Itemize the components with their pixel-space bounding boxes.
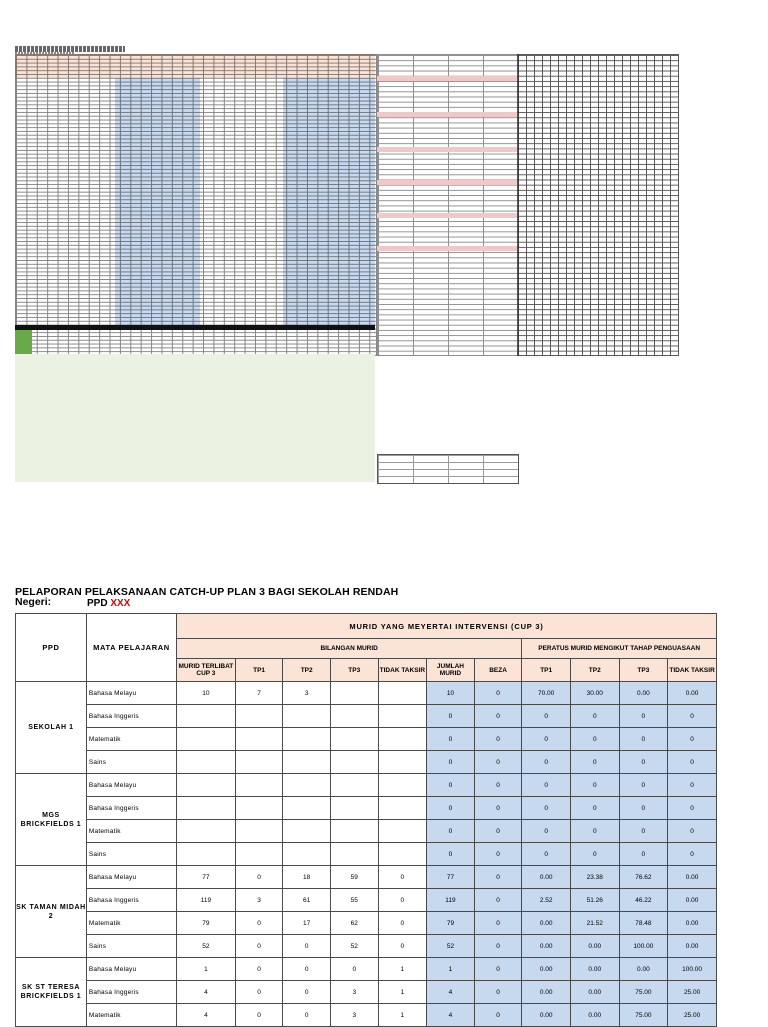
- beza-cell: 0: [474, 751, 522, 774]
- tidak-taksir-cell: [378, 820, 427, 843]
- peratus-tidak-taksir-cell: 0.00: [668, 682, 717, 705]
- subject-cell: Bahasa Melayu: [86, 866, 176, 889]
- tp3-cell: 62: [330, 912, 378, 935]
- peratus-tp3-cell: 0: [619, 774, 668, 797]
- peratus-tp2-cell: 0: [570, 774, 619, 797]
- peratus-tp3-cell: 46.22: [619, 889, 668, 912]
- header-group-intervensi: MURID YANG MEYERTAI INTERVENSI (CUP 3): [177, 614, 717, 639]
- peratus-tp2-cell: 0: [570, 751, 619, 774]
- peratus-tp2-cell: 0: [570, 797, 619, 820]
- subject-cell: Matematik: [86, 728, 176, 751]
- overview-comment-header: [377, 213, 517, 218]
- ppd-prefix: PPD: [87, 598, 108, 609]
- beza-cell: 0: [474, 935, 522, 958]
- peratus-tp3-cell: 0: [619, 728, 668, 751]
- tp1-cell: [235, 774, 283, 797]
- tp3-cell: [330, 797, 378, 820]
- tidak-taksir-cell: [378, 843, 427, 866]
- beza-cell: 0: [474, 866, 522, 889]
- table-row: [16, 912, 717, 935]
- subject-cell: Bahasa Inggeris: [86, 981, 176, 1004]
- murid-terlibat-cell: [177, 751, 236, 774]
- peratus-tp2-cell: 30.00: [570, 682, 619, 705]
- peratus-tp1-cell: 2.52: [522, 889, 571, 912]
- beza-cell: 0: [474, 820, 522, 843]
- murid-terlibat-cell: 52: [177, 935, 236, 958]
- peratus-tp1-cell: 0: [522, 751, 571, 774]
- overview-comment-grid: [377, 54, 519, 356]
- tp3-cell: [330, 774, 378, 797]
- tidak-taksir-cell: 1: [378, 1004, 427, 1027]
- tidak-taksir-cell: 0: [378, 889, 427, 912]
- jumlah-murid-cell: 4: [427, 981, 475, 1004]
- peratus-tp1-cell: 0.00: [522, 912, 571, 935]
- peratus-tp3-cell: 0: [619, 797, 668, 820]
- table-row: [16, 705, 717, 728]
- murid-terlibat-cell: [177, 728, 236, 751]
- tp2-cell: [283, 820, 331, 843]
- tp2-cell: [283, 751, 331, 774]
- tp2-cell: 18: [283, 866, 331, 889]
- tp3-cell: 52: [330, 935, 378, 958]
- tp3-cell: 3: [330, 981, 378, 1004]
- table-body: [16, 682, 717, 1027]
- peratus-tp1-cell: 0.00: [522, 1004, 571, 1027]
- header-peratus-tp2: TP2: [570, 659, 619, 682]
- beza-cell: 0: [474, 728, 522, 751]
- ppd-label: [87, 598, 130, 609]
- peratus-tp1-cell: 0: [522, 774, 571, 797]
- overview-left-grid: [15, 54, 377, 356]
- peratus-tp3-cell: 0: [619, 843, 668, 866]
- header-tp1: TP1: [235, 659, 283, 682]
- tp3-cell: 0: [330, 958, 378, 981]
- jumlah-murid-cell: 0: [427, 843, 475, 866]
- tp3-cell: 59: [330, 866, 378, 889]
- peratus-tidak-taksir-cell: 0: [668, 774, 717, 797]
- tp3-cell: [330, 820, 378, 843]
- tidak-taksir-cell: [378, 682, 427, 705]
- tp1-cell: 0: [235, 935, 283, 958]
- peratus-tp2-cell: 0.00: [570, 1004, 619, 1027]
- tp2-cell: [283, 728, 331, 751]
- tp1-cell: [235, 843, 283, 866]
- peratus-tp3-cell: 0: [619, 820, 668, 843]
- peratus-tp2-cell: 21.52: [570, 912, 619, 935]
- tp3-cell: [330, 843, 378, 866]
- overview-total-strip: [15, 325, 375, 330]
- tp2-cell: [283, 797, 331, 820]
- tp2-cell: [283, 843, 331, 866]
- tidak-taksir-cell: [378, 774, 427, 797]
- tidak-taksir-cell: 1: [378, 958, 427, 981]
- table-row: [16, 935, 717, 958]
- jumlah-murid-cell: 0: [427, 751, 475, 774]
- peratus-tp2-cell: 0.00: [570, 981, 619, 1004]
- jumlah-murid-cell: 119: [427, 889, 475, 912]
- murid-terlibat-cell: 77: [177, 866, 236, 889]
- peratus-tidak-taksir-cell: 0: [668, 797, 717, 820]
- murid-terlibat-cell: 1: [177, 958, 236, 981]
- tp1-cell: [235, 728, 283, 751]
- peratus-tp3-cell: 78.48: [619, 912, 668, 935]
- peratus-tp1-cell: 0: [522, 705, 571, 728]
- subject-cell: Bahasa Melayu: [86, 682, 176, 705]
- tp3-cell: [330, 705, 378, 728]
- header-peratus-tp3: TP3: [619, 659, 668, 682]
- table-row: [16, 682, 717, 705]
- tp2-cell: 3: [283, 682, 331, 705]
- overview-legend-grid: [378, 455, 518, 483]
- peratus-tidak-taksir-cell: 0: [668, 843, 717, 866]
- peratus-tp3-cell: 0.00: [619, 958, 668, 981]
- header-bilangan-murid: BILANGAN MURID: [177, 639, 522, 659]
- peratus-tp3-cell: 100.00: [619, 935, 668, 958]
- subject-cell: Sains: [86, 935, 176, 958]
- header-peratus-tidak-taksir: TIDAK TAKSIR: [668, 659, 717, 682]
- tp1-cell: 7: [235, 682, 283, 705]
- subject-cell: Bahasa Inggeris: [86, 889, 176, 912]
- overview-notes-box: [15, 354, 375, 482]
- tp3-cell: [330, 751, 378, 774]
- header-jumlah-murid: JUMLAH MURID: [427, 659, 475, 682]
- header-tp3: TP3: [330, 659, 378, 682]
- subject-cell: Sains: [86, 843, 176, 866]
- peratus-tidak-taksir-cell: 25.00: [668, 1004, 717, 1027]
- jumlah-murid-cell: 0: [427, 774, 475, 797]
- tp1-cell: 0: [235, 981, 283, 1004]
- header-murid-terlibat: MURID TERLIBAT CUP 3: [177, 659, 236, 682]
- jumlah-murid-cell: 0: [427, 797, 475, 820]
- header-peratus-tp1: TP1: [522, 659, 571, 682]
- peratus-tidak-taksir-cell: 0.00: [668, 866, 717, 889]
- tidak-taksir-cell: [378, 705, 427, 728]
- peratus-tidak-taksir-cell: 0: [668, 820, 717, 843]
- murid-terlibat-cell: [177, 843, 236, 866]
- jumlah-murid-cell: 4: [427, 1004, 475, 1027]
- overview-right-grid: [517, 54, 679, 356]
- header-tp2: TP2: [283, 659, 331, 682]
- header-beza: BEZA: [474, 659, 522, 682]
- jumlah-murid-cell: 77: [427, 866, 475, 889]
- murid-terlibat-cell: [177, 705, 236, 728]
- report-title: PELAPORAN PELAKSANAAN CATCH-UP PLAN 3 BAGI SEKOLAH RENDAH: [15, 586, 399, 598]
- table-row: [16, 774, 717, 797]
- peratus-tp1-cell: 0: [522, 843, 571, 866]
- peratus-tp2-cell: 23.38: [570, 866, 619, 889]
- header-tidak-taksir: TIDAK TAKSIR: [378, 659, 427, 682]
- overview-comment-header: [377, 112, 517, 117]
- tp1-cell: [235, 751, 283, 774]
- tp1-cell: [235, 820, 283, 843]
- overview-comment-header: [377, 246, 517, 251]
- beza-cell: 0: [474, 682, 522, 705]
- peratus-tidak-taksir-cell: 0.00: [668, 912, 717, 935]
- tp1-cell: 3: [235, 889, 283, 912]
- table-row: [16, 889, 717, 912]
- tp1-cell: 0: [235, 1004, 283, 1027]
- peratus-tp1-cell: 70.00: [522, 682, 571, 705]
- overview-legend-table: [377, 454, 519, 484]
- beza-cell: 0: [474, 797, 522, 820]
- table-row: [16, 981, 717, 1004]
- subject-cell: Matematik: [86, 820, 176, 843]
- jumlah-murid-cell: 79: [427, 912, 475, 935]
- murid-terlibat-cell: 119: [177, 889, 236, 912]
- ppd-value: XXX: [110, 598, 131, 609]
- tidak-taksir-cell: 0: [378, 866, 427, 889]
- peratus-tp1-cell: 0.00: [522, 981, 571, 1004]
- table-row: [16, 843, 717, 866]
- murid-terlibat-cell: 10: [177, 682, 236, 705]
- peratus-tidak-taksir-cell: 25.00: [668, 981, 717, 1004]
- tp2-cell: 61: [283, 889, 331, 912]
- murid-terlibat-cell: 79: [177, 912, 236, 935]
- table-row: [16, 866, 717, 889]
- tp1-cell: 0: [235, 958, 283, 981]
- cup3-report-table: [15, 613, 717, 1027]
- murid-terlibat-cell: [177, 820, 236, 843]
- beza-cell: 0: [474, 774, 522, 797]
- peratus-tp1-cell: 0.00: [522, 958, 571, 981]
- tp3-cell: 3: [330, 1004, 378, 1027]
- peratus-tp2-cell: 0: [570, 705, 619, 728]
- overview-comment-header: [377, 147, 517, 152]
- peratus-tp3-cell: 75.00: [619, 981, 668, 1004]
- peratus-tp2-cell: 51.26: [570, 889, 619, 912]
- table-row: [16, 728, 717, 751]
- overview-comment-header: [377, 180, 517, 185]
- peratus-tidak-taksir-cell: 100.00: [668, 958, 717, 981]
- murid-terlibat-cell: 4: [177, 981, 236, 1004]
- beza-cell: 0: [474, 912, 522, 935]
- peratus-tp3-cell: 0: [619, 705, 668, 728]
- peratus-tp1-cell: 0: [522, 728, 571, 751]
- ppd-school-name: SEKOLAH 1: [16, 682, 87, 774]
- peratus-tp3-cell: 0: [619, 751, 668, 774]
- tp2-cell: [283, 705, 331, 728]
- beza-cell: 0: [474, 889, 522, 912]
- murid-terlibat-cell: [177, 797, 236, 820]
- tp3-cell: 55: [330, 889, 378, 912]
- tp1-cell: 0: [235, 912, 283, 935]
- negeri-label: Negeri:: [15, 596, 52, 608]
- beza-cell: 0: [474, 705, 522, 728]
- peratus-tidak-taksir-cell: 0: [668, 751, 717, 774]
- peratus-tp1-cell: 0.00: [522, 866, 571, 889]
- header-ppd: PPD: [16, 614, 87, 682]
- murid-terlibat-cell: [177, 774, 236, 797]
- table-row: [16, 820, 717, 843]
- header-peratus-murid: PERATUS MURID MENGIKUT TAHAP PENGUASAAN: [522, 639, 717, 659]
- murid-terlibat-cell: 4: [177, 1004, 236, 1027]
- ppd-school-name: SK TAMAN MIDAH 2: [16, 866, 87, 958]
- peratus-tp2-cell: 0: [570, 843, 619, 866]
- peratus-tp1-cell: 0: [522, 797, 571, 820]
- overview-green-cell: [15, 330, 32, 354]
- tidak-taksir-cell: 1: [378, 981, 427, 1004]
- subject-cell: Bahasa Melayu: [86, 774, 176, 797]
- tp2-cell: 0: [283, 958, 331, 981]
- peratus-tp2-cell: 0.00: [570, 958, 619, 981]
- peratus-tidak-taksir-cell: 0.00: [668, 935, 717, 958]
- table-row: [16, 797, 717, 820]
- tidak-taksir-cell: [378, 797, 427, 820]
- peratus-tp3-cell: 0.00: [619, 682, 668, 705]
- table-row: [16, 1004, 717, 1027]
- table-row: [16, 958, 717, 981]
- peratus-tp2-cell: 0: [570, 728, 619, 751]
- peratus-tp1-cell: 0: [522, 820, 571, 843]
- peratus-tidak-taksir-cell: 0.00: [668, 889, 717, 912]
- subject-cell: Bahasa Melayu: [86, 958, 176, 981]
- tp2-cell: [283, 774, 331, 797]
- tp1-cell: [235, 797, 283, 820]
- jumlah-murid-cell: 52: [427, 935, 475, 958]
- table-row: [16, 751, 717, 774]
- tidak-taksir-cell: 0: [378, 912, 427, 935]
- peratus-tp3-cell: 75.00: [619, 1004, 668, 1027]
- tp2-cell: 0: [283, 935, 331, 958]
- peratus-tp3-cell: 76.62: [619, 866, 668, 889]
- jumlah-murid-cell: 0: [427, 705, 475, 728]
- peratus-tp2-cell: 0.00: [570, 935, 619, 958]
- peratus-tidak-taksir-cell: 0: [668, 705, 717, 728]
- tidak-taksir-cell: [378, 728, 427, 751]
- subject-cell: Sains: [86, 751, 176, 774]
- subject-cell: Bahasa Inggeris: [86, 705, 176, 728]
- subject-cell: Bahasa Inggeris: [86, 797, 176, 820]
- tp3-cell: [330, 728, 378, 751]
- beza-cell: 0: [474, 1004, 522, 1027]
- jumlah-murid-cell: 0: [427, 820, 475, 843]
- beza-cell: 0: [474, 981, 522, 1004]
- beza-cell: 0: [474, 958, 522, 981]
- ppd-school-name: MGS BRICKFIELDS 1: [16, 774, 87, 866]
- jumlah-murid-cell: 0: [427, 728, 475, 751]
- jumlah-murid-cell: 1: [427, 958, 475, 981]
- subject-cell: Matematik: [86, 912, 176, 935]
- header-mata-pelajaran: MATA PELAJARAN: [86, 614, 176, 682]
- tp1-cell: 0: [235, 866, 283, 889]
- tp2-cell: 0: [283, 1004, 331, 1027]
- peratus-tp1-cell: 0.00: [522, 935, 571, 958]
- ppd-school-name: SK ST TERESA BRICKFIELDS 1: [16, 958, 87, 1027]
- tp2-cell: 17: [283, 912, 331, 935]
- overview-comment-header: [377, 76, 517, 81]
- tidak-taksir-cell: [378, 751, 427, 774]
- subject-cell: Matematik: [86, 1004, 176, 1027]
- tp2-cell: 0: [283, 981, 331, 1004]
- tp1-cell: [235, 705, 283, 728]
- jumlah-murid-cell: 10: [427, 682, 475, 705]
- tp3-cell: [330, 682, 378, 705]
- tidak-taksir-cell: 0: [378, 935, 427, 958]
- peratus-tidak-taksir-cell: 0: [668, 728, 717, 751]
- peratus-tp2-cell: 0: [570, 820, 619, 843]
- beza-cell: 0: [474, 843, 522, 866]
